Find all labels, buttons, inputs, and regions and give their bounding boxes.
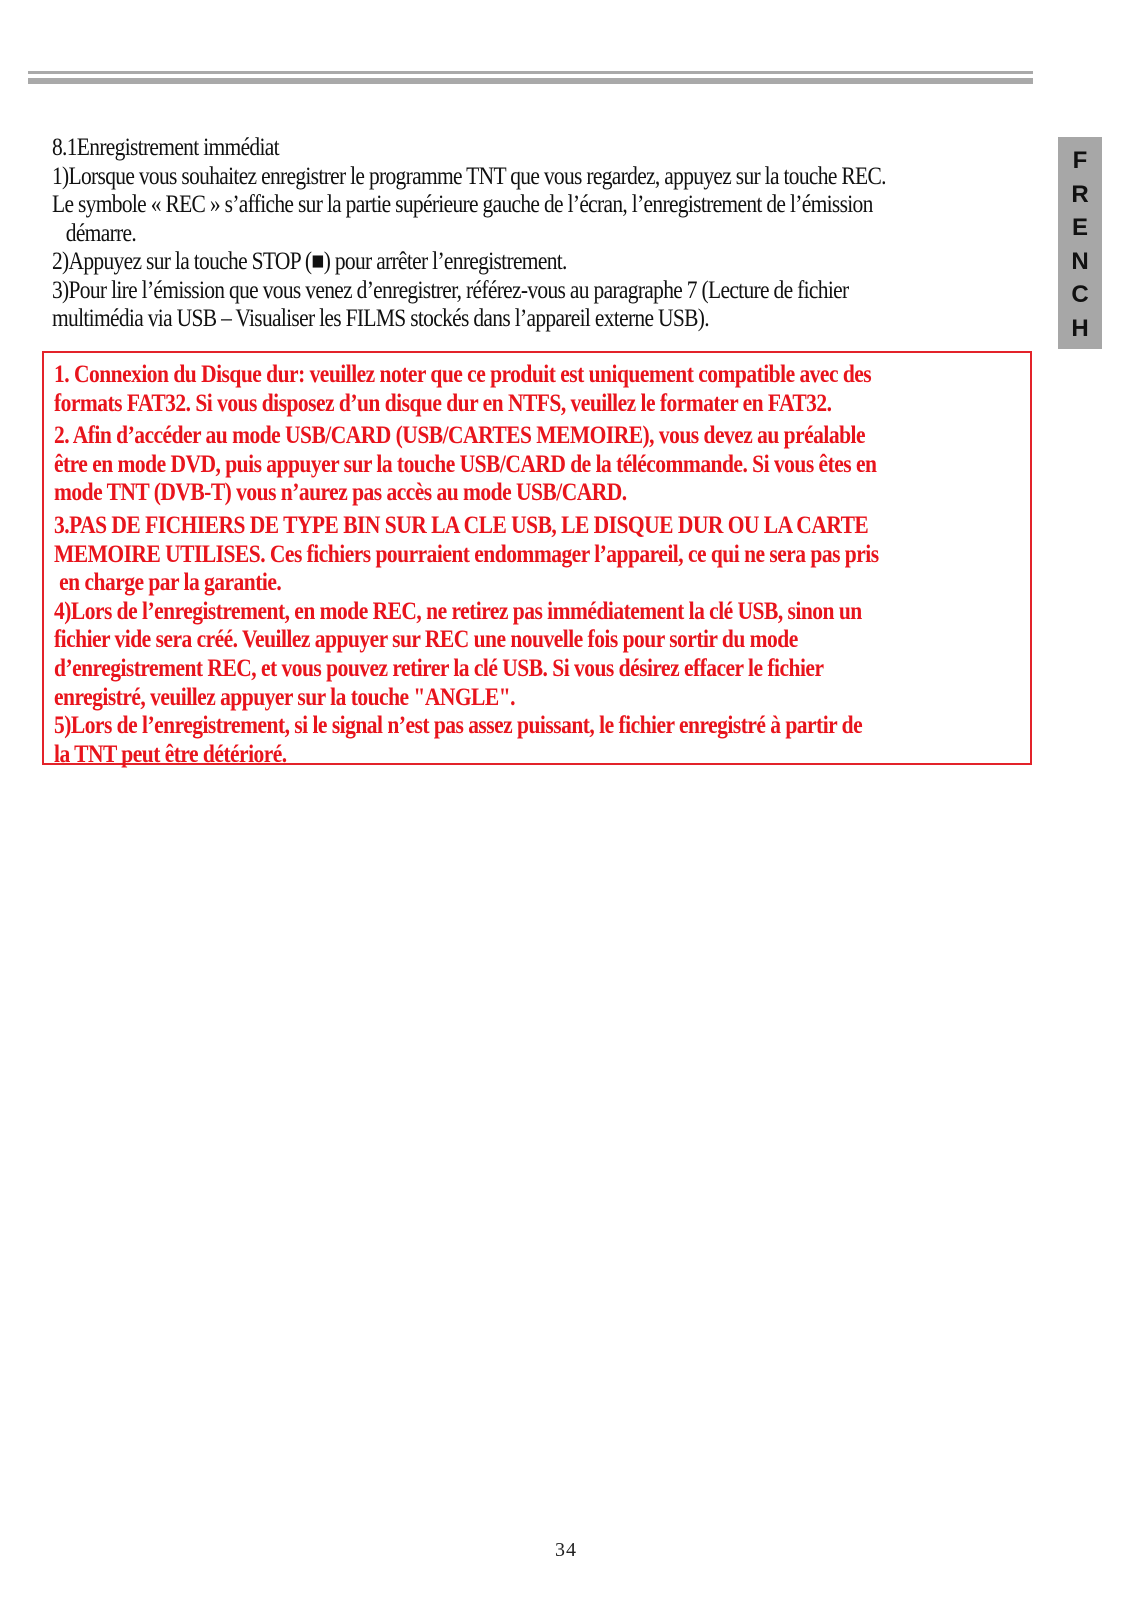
page-number: 34 bbox=[555, 1539, 577, 1561]
notice-item-5 bbox=[54, 712, 1022, 769]
section-heading: 8.1Enregistrement immédiat bbox=[52, 134, 279, 161]
language-letter: N bbox=[1071, 247, 1089, 275]
step-3-line: multimédia via USB – Visualiser les FILMS stockés dans l’appareil externe USB). bbox=[52, 305, 709, 332]
step-1-line: Le symbole « REC » s’affiche sur la partie supérieure gauche de l’écran, l’enregistrement de l’émission bbox=[52, 191, 873, 218]
notice-line: la TNT peut être détérioré. bbox=[54, 740, 287, 768]
header-rule bbox=[28, 71, 1033, 85]
notice-item-2 bbox=[54, 422, 1022, 508]
header-rule-thick bbox=[28, 78, 1033, 84]
notice-line: 3.PAS DE FICHIERS DE TYPE BIN SUR LA CLE USB, LE DISQUE DUR OU LA CARTE bbox=[54, 511, 869, 539]
notice-line: 5)Lors de l’enregistrement, si le signal n’est pas assez puissant, le fichier enregistré à partir de bbox=[54, 712, 863, 740]
step-1-line: démarre. bbox=[65, 219, 137, 247]
notice-item-1 bbox=[54, 361, 1022, 418]
step-3-line: 3)Pour lire l’émission que vous venez d’enregistrer, référez-vous au paragraphe 7 (Lecture de fichier bbox=[52, 276, 849, 304]
warning-notice-text bbox=[54, 361, 1022, 769]
notice-line: formats FAT32. Si vous disposez d’un disque dur en NTFS, veuillez le formater en FAT32. bbox=[54, 389, 832, 417]
notice-item-4 bbox=[54, 598, 1022, 712]
language-letter: E bbox=[1071, 214, 1088, 241]
notice-item-3 bbox=[54, 512, 1022, 598]
warning-notice-box bbox=[42, 351, 1032, 768]
header-rule-thin bbox=[28, 71, 1033, 74]
notice-line: être en mode DVD, puis appuyer sur la touche USB/CARD de la télécommande. Si vous êtes en bbox=[54, 450, 877, 478]
notice-line: mode TNT (DVB-T) vous n’aurez pas accès au mode USB/CARD. bbox=[54, 479, 627, 507]
notice-line: en charge par la garantie. bbox=[59, 569, 282, 597]
language-letter: R bbox=[1071, 180, 1089, 208]
step-1-line: 1)Lorsque vous souhaitez enregistrer le programme TNT que vous regardez, appuyez sur la touche REC. bbox=[52, 162, 886, 190]
language-side-tab bbox=[1058, 137, 1102, 349]
language-letter: H bbox=[1071, 314, 1089, 342]
notice-line: enregistré, veuillez appuyer sur la touche "ANGLE". bbox=[54, 683, 515, 711]
notice-line: 4)Lors de l’enregistrement, en mode REC, ne retirez pas immédiatement la clé USB, sinon un bbox=[54, 597, 862, 625]
notice-line: 1. Connexion du Disque dur: veuillez noter que ce produit est uniquement compatible avec des bbox=[54, 361, 872, 388]
notice-line: fichier vide sera créé. Veuillez appuyer sur REC une nouvelle fois pour sortir du mode bbox=[54, 626, 798, 654]
language-letter: F bbox=[1072, 147, 1088, 174]
section-body bbox=[52, 134, 1054, 334]
notice-line: MEMOIRE UTILISES. Ces fichiers pourraient endommager l’appareil, ce qui ne sera pas pris bbox=[54, 540, 879, 568]
notice-line: 2. Afin d’accéder au mode USB/CARD (USB/CARTES MEMOIRE), vous devez au préalable bbox=[54, 422, 866, 450]
language-letter: C bbox=[1071, 281, 1089, 308]
step-2-line: 2)Appuyez sur la touche STOP (■) pour arrêter l’enregistrement. bbox=[52, 248, 567, 275]
notice-line: d’enregistrement REC, et vous pouvez retirer la clé USB. Si vous désirez effacer le fichier bbox=[54, 654, 824, 682]
